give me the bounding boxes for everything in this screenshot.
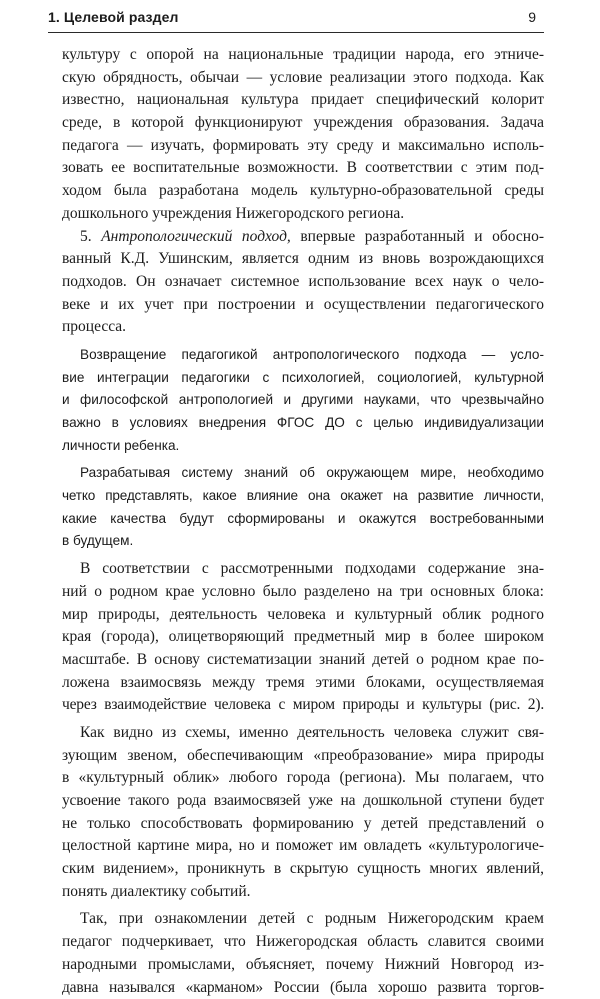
- text-line: края (города), олицетворяющий предметный мир в более широком: [62, 626, 544, 649]
- text-line: целостной картине мира, но и поможет им овладеть «культурологиче-: [62, 835, 544, 858]
- text-line: Как видно из схемы, именно деятельность человека служит свя-: [62, 722, 544, 745]
- text-line: процесса.: [62, 316, 544, 339]
- text-line: дошкольного учреждения Нижегородского региона.: [62, 203, 544, 226]
- text-line: педагога — изучать, формировать эту среду и максимально исполь-: [62, 135, 544, 158]
- text-line: ским видением», проникнуть в скрытую сущность многих явлений,: [62, 858, 544, 881]
- text-line: подходов. Он означает системное использование всех наук о чело-: [62, 271, 544, 294]
- text-line: и философской антропологией и другими науками, что чрезвычайно: [62, 389, 544, 412]
- list-number: 5.: [80, 228, 92, 245]
- text-line: вие интеграции педагогики с психологией, социологией, культурной: [62, 367, 544, 390]
- text-line: культуру с опорой на национальные традиции народа, его этниче-: [62, 44, 544, 67]
- text-line: ний о родном крае условно было разделено на три основных блока:: [62, 581, 544, 604]
- text-line: усвоение такого рода взаимосвязей уже на дошкольной ступени будет: [62, 790, 544, 813]
- text-line: веке и их учет при построении и осуществлении педагогического: [62, 294, 544, 317]
- text-line: Разрабатывая систему знаний об окружающем мире, необходимо: [62, 462, 544, 485]
- text-line: среде, в которой функционируют учреждения образования. Задача: [62, 112, 544, 135]
- text-line: Возвращение педагогикой антропологического подхода — усло-: [62, 344, 544, 367]
- text-line: народными промыслами, объясняет, почему Нижний Новгород из-: [62, 954, 544, 977]
- text-line: давна назывался «карманом» России (была хорошо развита торгов-: [62, 977, 544, 999]
- text-line: важно в условиях внедрения ФГОС ДО с целью индивидуализации: [62, 412, 544, 435]
- running-header: [48, 6, 544, 33]
- text-line: мир природы, деятельность человека и культурный облик родного: [62, 604, 544, 627]
- text-line: личности ребенка.: [62, 435, 544, 458]
- body-text: [62, 44, 544, 999]
- text-line: понять диалектику событий.: [62, 881, 544, 904]
- text-line: ванный К.Д. Ушинским, является одним из вновь возрождающихся: [62, 248, 544, 271]
- text-line: скую обрядность, обычаи — условие реализации этого подхода. Как: [62, 67, 544, 90]
- text-line: педагог подчеркивает, что Нижегородская область славится своими: [62, 931, 544, 954]
- text-line: масштабе. В основу систематизации знаний детей о родном крае по-: [62, 649, 544, 672]
- line-remainder: впервые разработанный и обосно-: [300, 228, 544, 245]
- text-line: не только способствовать формированию у детей представлений о: [62, 813, 544, 836]
- page-number: 9: [528, 9, 536, 25]
- text-line: [62, 226, 544, 249]
- text-line: зовать ее воспитательные возможности. В соответствии с этим под-: [62, 157, 544, 180]
- text-line: известно, национальная культура придает специфический колорит: [62, 89, 544, 112]
- text-line: в будущем.: [62, 530, 544, 553]
- text-line: через взаимодействие человека с миром природы и культуры (рис. 2).: [62, 694, 544, 717]
- text-line: в «культурный облик» любого города (региона). Мы полагаем, что: [62, 767, 544, 790]
- text-line: ложена взаимосвязь между тремя этими блоками, осуществляемая: [62, 672, 544, 695]
- section-title: 1. Целевой раздел: [48, 9, 178, 25]
- text-line: четко представлять, какое влияние она окажет на развитие личности,: [62, 485, 544, 508]
- text-line: какие качества будут сформированы и окажутся востребованными: [62, 508, 544, 531]
- text-line: В соответствии с рассмотренными подходами содержание зна-: [62, 558, 544, 581]
- text-line: зующим звеном, обеспечивающим «преобразование» мира природы: [62, 745, 544, 768]
- text-line: Так, при ознакомлении детей с родным Нижегородским краем: [62, 908, 544, 931]
- approach-term: Антропологический подход,: [101, 228, 291, 245]
- text-line: ходом была разработана модель культурно-образовательной среды: [62, 180, 544, 203]
